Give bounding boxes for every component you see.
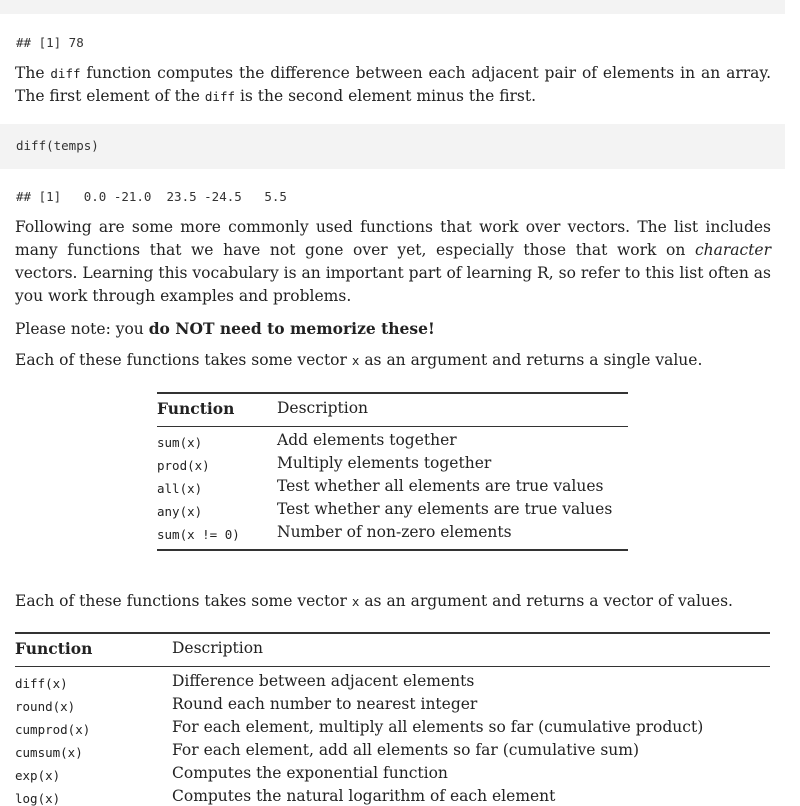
code-output-sum: ## [1] 78 [16, 35, 84, 50]
text: as an argument and returns a vector of values. [359, 592, 733, 610]
text: The [15, 64, 51, 82]
paragraph-single-value [15, 349, 771, 372]
table-top-rule [15, 632, 770, 634]
text: Each of these functions takes some vector [15, 351, 352, 369]
table-bottom-rule [157, 549, 628, 551]
description-cell: Add elements together [277, 431, 457, 449]
inline-code: diff [50, 66, 81, 81]
function-cell: round(x) [15, 699, 76, 714]
code-block-top [0, 0, 785, 14]
description-cell: Number of non-zero elements [277, 523, 512, 541]
code-output-diff: ## [1] 0.0 -21.0 23.5 -24.5 5.5 [16, 189, 287, 204]
inline-code: x [351, 594, 360, 609]
function-cell: any(x) [157, 504, 203, 519]
text: Following are some more commonly used functions that work over vectors. The list includes many functions that we have not gone over yet, especially those that work on [15, 218, 771, 259]
code-text: diff(temps) [16, 138, 99, 153]
emphasis: character [694, 241, 771, 259]
text: vectors. Learning this vocabulary is an important part of learning R, so refer to this list often as you work through examples and problems. [15, 264, 771, 305]
description-cell: For each element, add all elements so far (cumulative sum) [172, 741, 640, 759]
paragraph-note [15, 317, 771, 341]
paragraph-vector-values [15, 590, 771, 613]
code-block-diff [0, 124, 785, 169]
paragraph-following [15, 216, 771, 308]
inline-code: x [351, 353, 360, 368]
table-header-rule [157, 426, 628, 427]
function-cell: sum(x) [157, 435, 203, 450]
function-cell: sum(x != 0) [157, 527, 240, 542]
text: Each of these functions takes some vector [15, 592, 352, 610]
description-cell: Round each number to nearest integer [172, 695, 478, 713]
table-header-function: Function [15, 639, 93, 658]
paragraph-diff [15, 62, 771, 108]
description-cell: Computes the exponential function [172, 764, 448, 782]
table-header-description: Description [172, 639, 264, 657]
description-cell: Computes the natural logarithm of each element [172, 787, 556, 805]
table-header-description: Description [277, 399, 369, 417]
description-cell: Test whether any elements are true values [277, 500, 613, 518]
function-cell: prod(x) [157, 458, 210, 473]
description-cell: Test whether all elements are true values [277, 477, 604, 495]
description-cell: For each element, multiply all elements so far (cumulative product) [172, 718, 704, 736]
description-cell: Difference between adjacent elements [172, 672, 475, 690]
table-header-rule [15, 666, 770, 667]
text: is the second element minus the first. [235, 87, 537, 105]
description-cell: Multiply elements together [277, 454, 492, 472]
bold-text: do NOT need to memorize these! [148, 319, 435, 338]
table-top-rule [157, 392, 628, 394]
function-cell: exp(x) [15, 768, 61, 783]
function-cell: log(x) [15, 791, 61, 806]
function-cell: cumsum(x) [15, 745, 83, 760]
text: Please note: you [15, 320, 149, 338]
table-header-function: Function [157, 399, 235, 418]
function-cell: diff(x) [15, 676, 68, 691]
function-cell: cumprod(x) [15, 722, 91, 737]
text: as an argument and returns a single value. [359, 351, 703, 369]
function-cell: all(x) [157, 481, 203, 496]
text: function computes the difference between each adjacent pair of elements in an array. The first element of the [15, 64, 772, 105]
inline-code: diff [204, 89, 236, 104]
